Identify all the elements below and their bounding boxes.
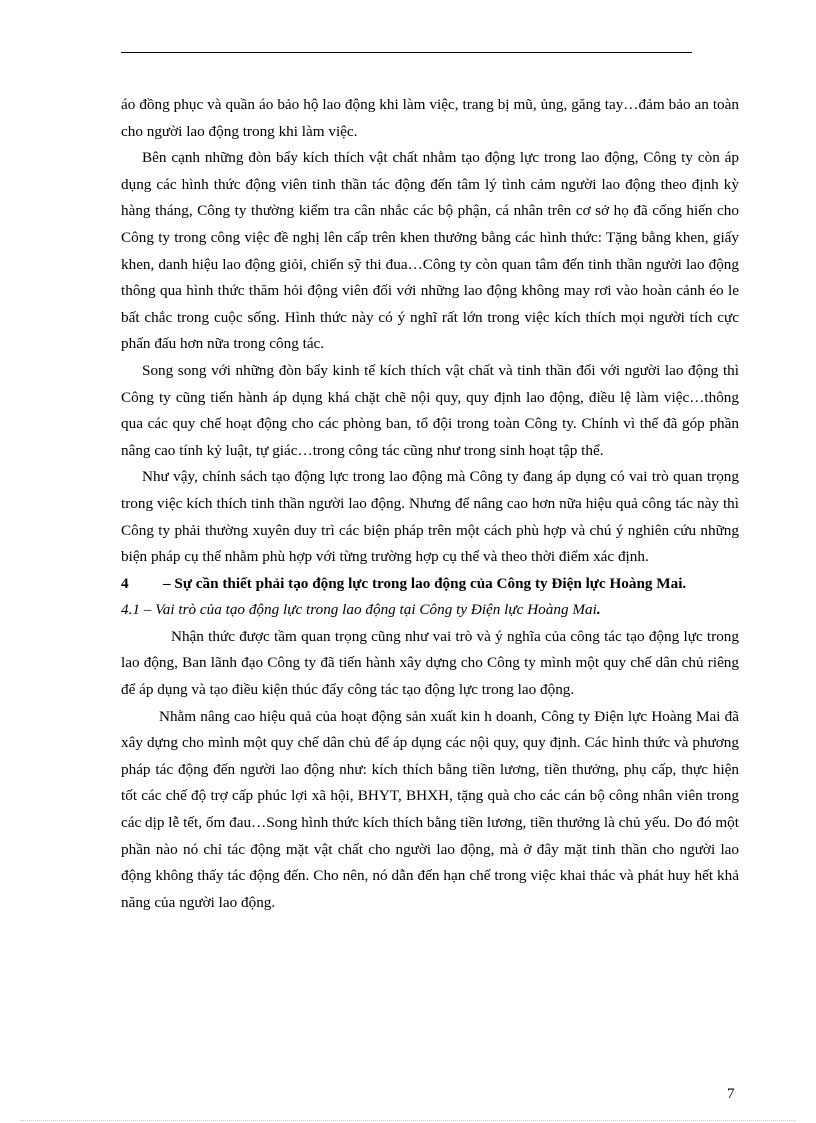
paragraph-conclusion: Như vậy, chính sách tạo động lực trong lao động mà Công ty đang áp dụng có vai trò quan trọng trong việc kích thích tinh thần người lao động. Nhưng để nâng cao hơn nữa hiệu quả công tác này thì Công ty phải thường xuyên duy trì các biện pháp trên một cách phù hợp và chú ý nghiên cứu những biện pháp cụ thể nhằm phù hợp với từng trường hợp cụ thể và theo thời điểm xác định.	[121, 468, 739, 566]
section-heading	[121, 571, 739, 598]
subsection-heading	[121, 597, 739, 624]
section-heading-number: 4	[121, 574, 129, 592]
subsection-heading-text: 4.1 – Vai trò của tạo động lực trong lao động tại Công ty Điện lực Hoàng Mai	[121, 601, 597, 619]
document-body	[121, 92, 739, 916]
paragraph-regulations: Song song với những đòn bẩy kinh tế kích thích vật chất và tinh thần đối với người lao động thì Công ty cũng tiến hành áp dụng khá chặt chẽ nội quy, quy định lao động, điều lệ làm việc…thông qua các quy chế hoạt động cho các phòng ban, tổ đội trong toàn Công ty. Chính vì thế đã góp phần nâng cao tính kỷ luật, tự giác…trong công tác cũng như trong sinh hoạt tập thể.	[121, 361, 739, 459]
section-heading-text: – Sự cần thiết phải tạo động lực trong lao động của Công ty Điện lực Hoàng Mai.	[163, 574, 687, 592]
header-rule	[121, 52, 692, 53]
paragraph-awareness: Nhận thức được tầm quan trọng cũng như vai trò và ý nghĩa của công tác tạo động lực trong lao động, Ban lãnh đạo Công ty đã tiến hành xây dựng cho Công ty mình một quy chế dân chủ riêng để áp dụng và tạo điều kiện thúc đẩy công tác tạo động lực trong lao động.	[121, 627, 739, 699]
paragraph-efficiency: Nhằm nâng cao hiệu quả của hoạt động sản xuất kin h doanh, Công ty Điện lực Hoàng Mai đã xây dựng cho mình một quy chế dân chủ để áp dụng các nội quy, quy định. Các hình thức và phương pháp tác động đến người lao động như: kích thích bằng tiền lương, tiền thưởng, phụ cấp, thực hiện tốt các chế độ trợ cấp phúc lợi xã hội, BHYT, BHXH, tặng quà cho các cán bộ công nhân viên trong các dịp lễ tết, ốm đau…Song hình thức kích thích bằng tiền lương, tiền thưởng là chủ yếu. Do đó một phần nào nó chỉ tác động mặt vật chất cho người lao động, mà ở đây mặt tinh thần cho người lao động không thấy tác động đến. Cho nên, nó dẫn đến hạn chế trong việc khai thác và phát huy hết khả năng của người lao động.	[121, 707, 739, 911]
footer-dotted-rule	[20, 1120, 796, 1121]
page-number: 7	[727, 1085, 735, 1102]
paragraph-spiritual-motivation: Bên cạnh những đòn bẩy kích thích vật chất nhằm tạo động lực trong lao động, Công ty còn áp dụng các hình thức động viên tinh thần tác động đến tâm lý tình cảm người lao động theo định kỳ hàng tháng, Công ty thường kiểm tra cân nhắc các bộ phận, cá nhân trên cơ sở họ đã cống hiến cho Công ty trong công việc đề nghị lên cấp trên khen thưởng bằng các hình thức: Tặng bằng khen, giấy khen, danh hiệu lao động giỏi, chiến sỹ thi đua…Công ty còn quan tâm đến tinh thần người lao động thông qua hình thức thăm hỏi động viên đối với những lao động không may rơi vào hoàn cảnh éo le bất chắc trong cuộc sống. Hình thức này có ý nghĩ rất lớn trong việc kích thích mọi người tích cực phấn đấu hơn nữa trong công tác.	[121, 149, 739, 353]
subsection-heading-end: .	[596, 601, 601, 619]
paragraph-continuation: áo đồng phục và quần áo bảo hộ lao động khi làm việc, trang bị mũ, ủng, găng tay…đảm bảo an toàn cho người lao động trong khi làm việc.	[121, 96, 739, 140]
